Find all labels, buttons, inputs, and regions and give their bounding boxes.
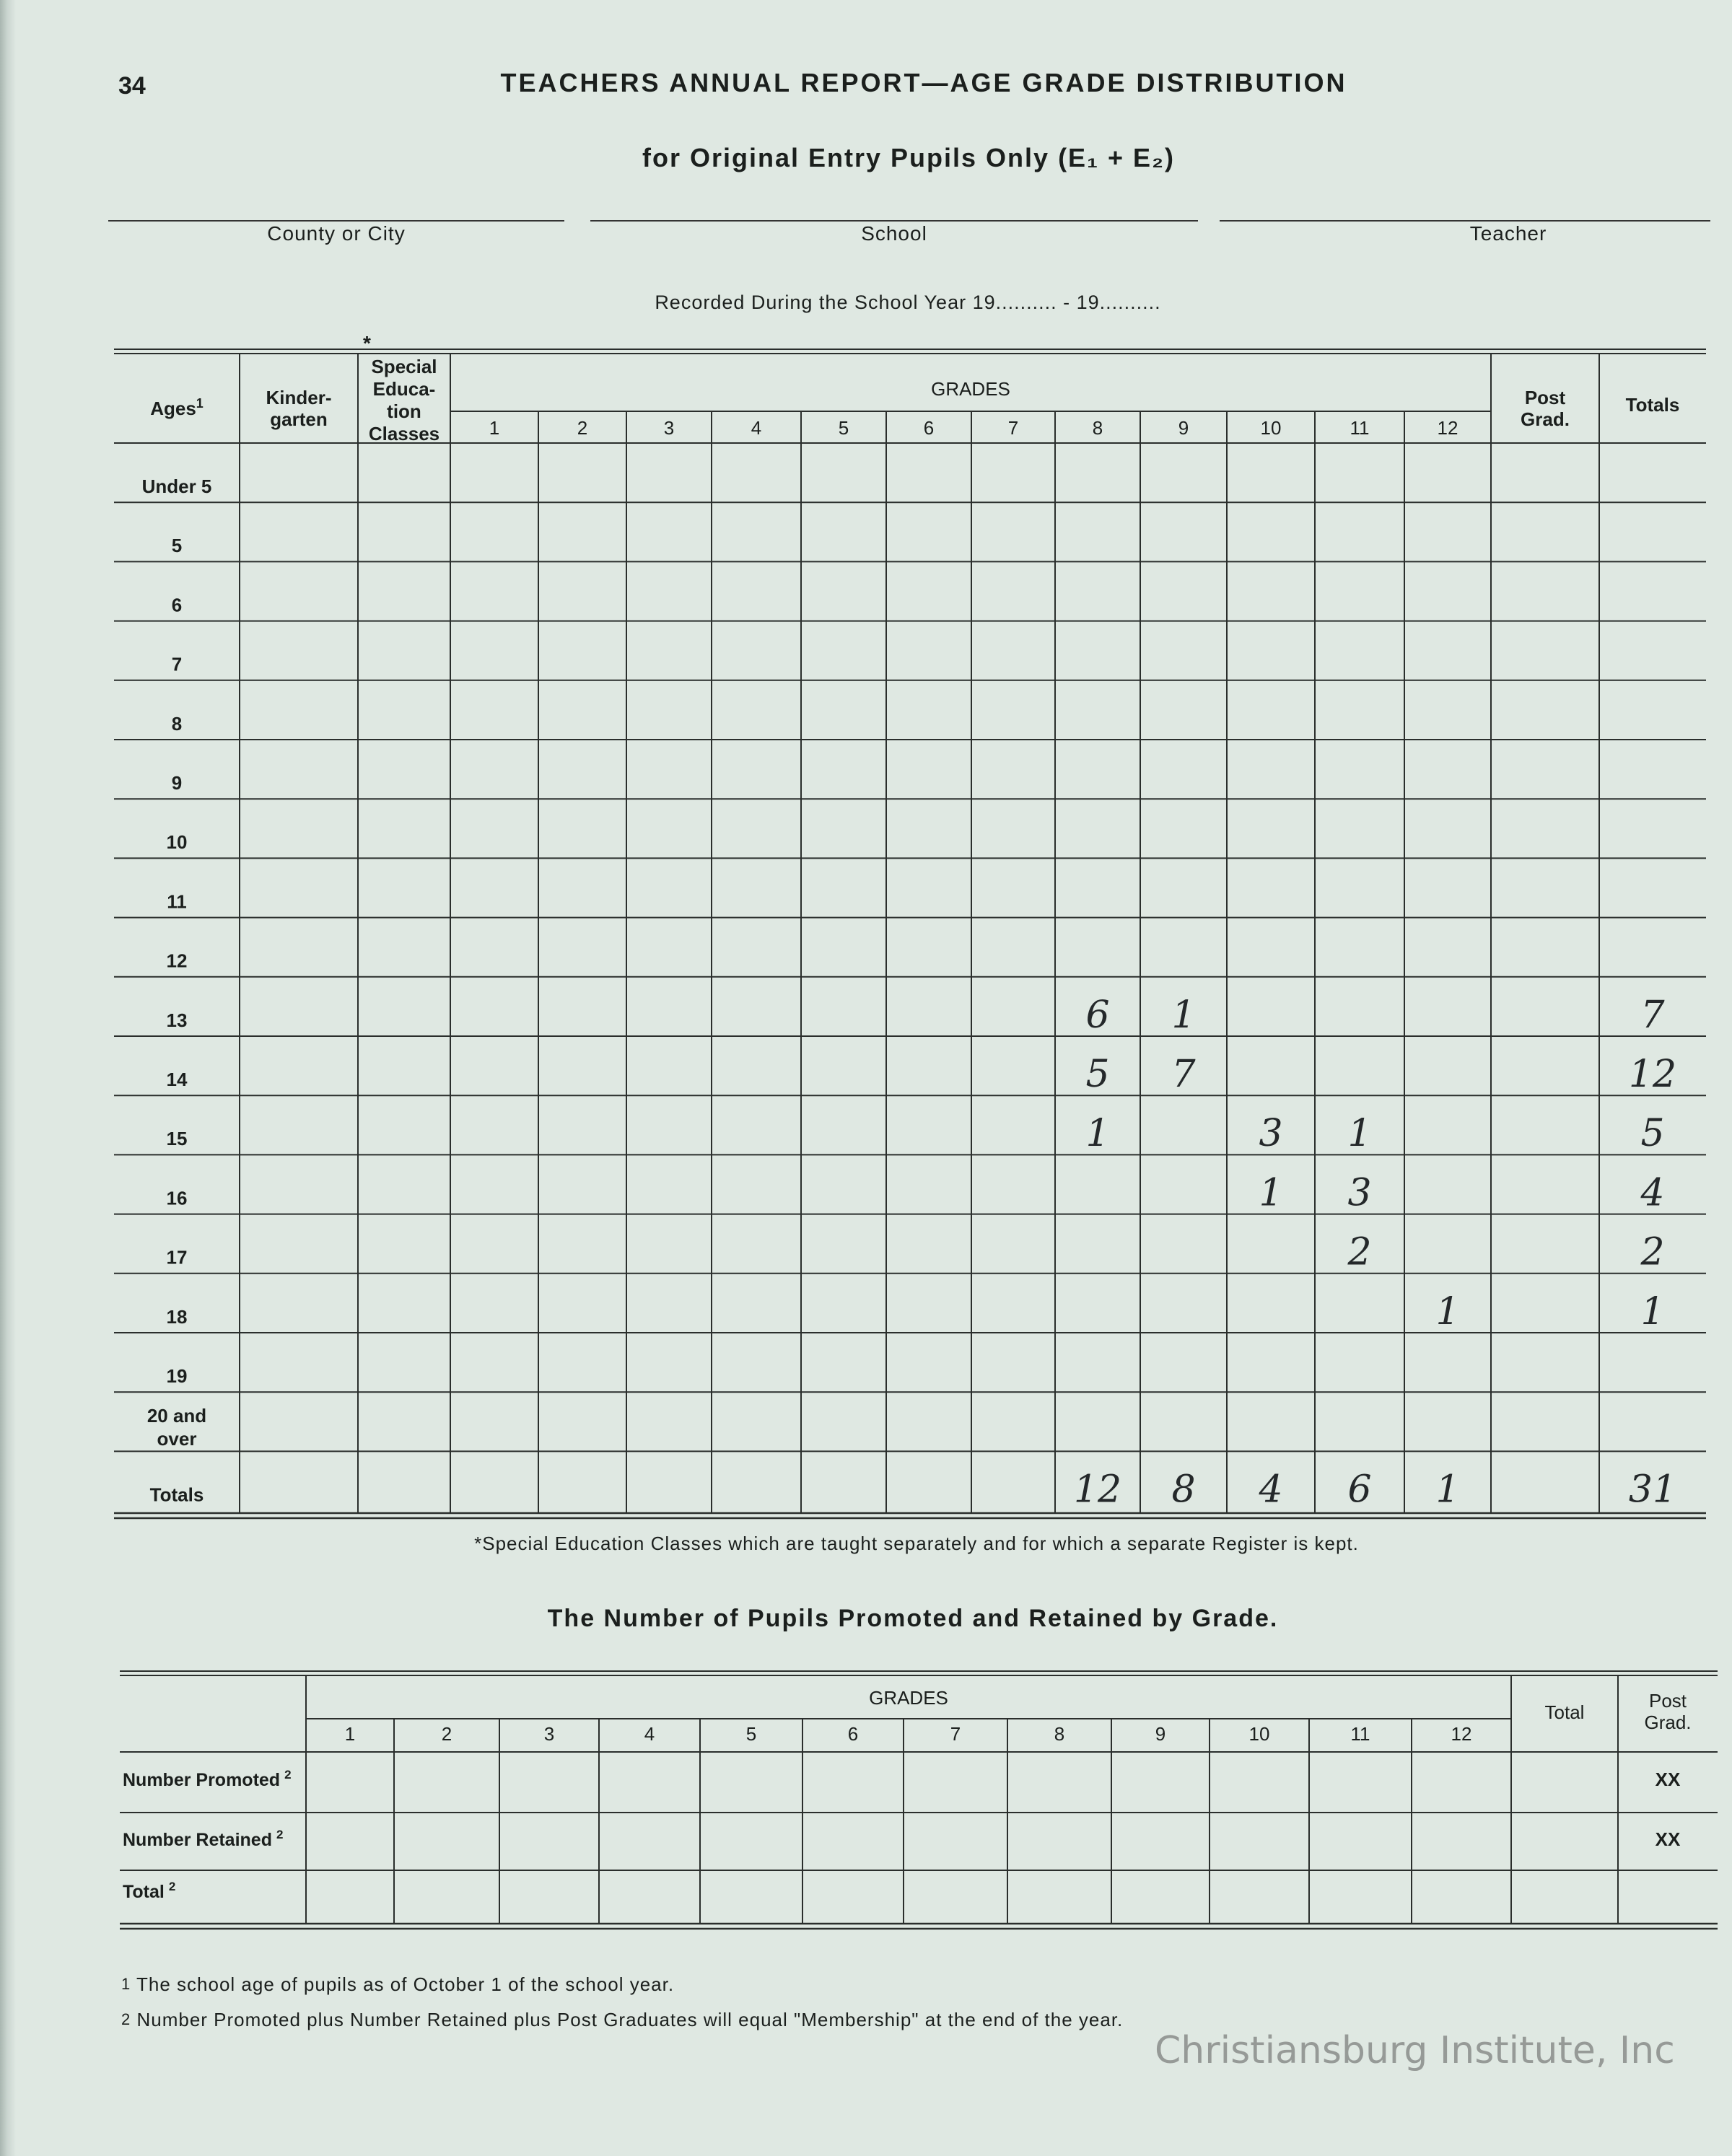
age-label: over xyxy=(157,1428,197,1450)
school-year-line: Recorded During the School Year 19.......... - 19.......... xyxy=(655,292,1161,313)
grade-column-header: 8 xyxy=(1092,417,1103,439)
special-education-header: Special xyxy=(371,356,437,377)
age-label: 15 xyxy=(166,1128,188,1150)
post-grad-header: Post xyxy=(1524,387,1566,408)
row-footnote-ref: 2 xyxy=(276,1828,284,1841)
footnote-2-number: 2 xyxy=(121,2010,131,2028)
grade-column-header: 2 xyxy=(577,417,588,439)
grade-column-header: 12 xyxy=(1451,1723,1472,1745)
handwritten-count: 5 xyxy=(1085,1053,1110,1096)
row-footnote-ref: 2 xyxy=(284,1768,292,1782)
grade-column-header: 3 xyxy=(543,1723,555,1745)
footnote-2 xyxy=(121,2009,1123,2031)
handwritten-count: 31 xyxy=(1628,1468,1677,1512)
age-label: 10 xyxy=(166,831,188,854)
grade-column-header: 1 xyxy=(344,1723,356,1745)
footnote-1-number: 1 xyxy=(121,1975,131,1993)
handwritten-count: 12 xyxy=(1628,1053,1677,1096)
grade-column-header: 10 xyxy=(1248,1723,1270,1745)
school-label: School xyxy=(861,222,927,245)
handwritten-count: 2 xyxy=(1640,1230,1665,1274)
report-subtitle: for Original Entry Pupils Only (E₁ + E₂) xyxy=(642,143,1175,172)
grade-column-header: 5 xyxy=(745,1723,757,1745)
age-label: 7 xyxy=(171,653,183,675)
grade-column-header: 10 xyxy=(1260,417,1282,439)
handwritten-count: 7 xyxy=(1640,993,1665,1037)
grade-column-header: 1 xyxy=(489,417,500,439)
grade-column-header: 7 xyxy=(950,1723,961,1745)
grade-column-header: 9 xyxy=(1155,1723,1166,1745)
handwritten-count: 6 xyxy=(1085,993,1110,1037)
grade-column-header: 3 xyxy=(663,417,675,439)
handwritten-count: 7 xyxy=(1171,1053,1196,1096)
handwritten-count: 4 xyxy=(1640,1171,1665,1215)
post-grad-header: Post xyxy=(1648,1690,1687,1712)
report-title: TEACHERS ANNUAL REPORT—AGE GRADE DISTRIBUTION xyxy=(500,68,1347,97)
grade-column-header: 4 xyxy=(644,1723,655,1745)
kindergarten-header: Kinder- xyxy=(266,387,332,408)
handwritten-count: 1 xyxy=(1259,1171,1283,1215)
handwritten-count: 4 xyxy=(1259,1468,1283,1512)
age-label: 19 xyxy=(166,1365,188,1387)
county-label: County or City xyxy=(267,222,406,245)
row-label: Number Retained $^2$ xyxy=(123,1828,284,1850)
handwritten-count: 12 xyxy=(1073,1468,1122,1512)
grade-column-header: 11 xyxy=(1350,417,1370,439)
handwritten-count: 3 xyxy=(1259,1112,1283,1156)
post-grad-header: Grad. xyxy=(1521,408,1570,430)
totals-header: Totals xyxy=(1625,394,1680,416)
teacher-label: Teacher xyxy=(1469,222,1547,245)
age-label: 8 xyxy=(171,712,183,735)
handwritten-count: 1 xyxy=(1640,1289,1665,1333)
grade-column-header: 6 xyxy=(923,417,935,439)
grade-column-header: 4 xyxy=(751,417,762,439)
page-number: 34 xyxy=(118,72,146,100)
handwritten-count: 1 xyxy=(1435,1468,1460,1512)
grade-column-header: 8 xyxy=(1054,1723,1065,1745)
age-label: 14 xyxy=(166,1069,188,1090)
special-education-header: Educa- xyxy=(372,378,436,400)
post-grad-xx: XX xyxy=(1655,1769,1681,1790)
promoted-section-title: The Number of Pupils Promoted and Retained by Grade. xyxy=(547,1605,1279,1632)
handwritten-count: 1 xyxy=(1347,1112,1372,1156)
post-grad-header: Grad. xyxy=(1644,1712,1692,1733)
age-label: 13 xyxy=(166,1009,188,1031)
special-education-footnote: *Special Education Classes which are taught separately and for which a separate Register is kept. xyxy=(474,1533,1359,1554)
handwritten-count: 2 xyxy=(1347,1230,1372,1274)
grade-column-header: 9 xyxy=(1178,417,1189,439)
ages-header: Ages$^1$ xyxy=(150,396,204,419)
footnote-1 xyxy=(121,1973,674,1996)
handwritten-count: 1 xyxy=(1171,993,1196,1037)
age-label: 6 xyxy=(171,594,183,616)
age-label: 17 xyxy=(166,1246,188,1268)
handwritten-count: 8 xyxy=(1171,1468,1196,1512)
grade-column-header: 11 xyxy=(1350,1723,1370,1745)
handwritten-count: 1 xyxy=(1435,1289,1460,1333)
archive-watermark: Christiansburg Institute, Inc xyxy=(1155,2029,1675,2072)
handwritten-count: 1 xyxy=(1085,1112,1110,1156)
grade-column-header: 2 xyxy=(441,1723,452,1745)
grade-column-header: 12 xyxy=(1437,417,1458,439)
footnote-2-text: Number Promoted plus Number Retained plus Post Graduates will equal "Membership" at the end of the year. xyxy=(136,2009,1124,2030)
row-footnote-ref: 2 xyxy=(168,1880,176,1893)
post-grad-xx: XX xyxy=(1655,1828,1681,1850)
age-label: 18 xyxy=(166,1305,188,1328)
age-label: 12 xyxy=(166,950,188,972)
age-label: 5 xyxy=(171,535,183,557)
total-header: Total xyxy=(1544,1701,1585,1723)
row-label: Total $^2$ xyxy=(123,1880,176,1902)
grades-header: GRADES xyxy=(869,1687,948,1709)
kindergarten-header: garten xyxy=(270,408,328,430)
row-label: Number Promoted $^2$ xyxy=(123,1768,292,1790)
grade-column-header: 5 xyxy=(838,417,849,439)
grades-header: GRADES xyxy=(931,378,1010,400)
age-label: 11 xyxy=(167,890,187,913)
age-label: 16 xyxy=(166,1187,188,1209)
footnote-1-text: The school age of pupils as of October 1 of the school year. xyxy=(136,1973,675,1995)
age-label: Totals xyxy=(149,1484,204,1506)
grade-column-header: 7 xyxy=(1007,417,1019,439)
grade-column-header: 6 xyxy=(847,1723,859,1745)
age-label: 20 and xyxy=(146,1405,207,1427)
handwritten-count: 5 xyxy=(1640,1112,1665,1156)
special-education-header: tion xyxy=(387,400,421,422)
handwritten-count: 3 xyxy=(1347,1171,1372,1215)
age-label: 9 xyxy=(171,772,183,794)
special-education-header: Classes xyxy=(368,423,440,444)
ages-footnote-ref: 1 xyxy=(196,396,204,411)
special-star: * xyxy=(363,332,371,354)
handwritten-count: 6 xyxy=(1347,1468,1372,1512)
age-label: Under 5 xyxy=(141,476,212,497)
